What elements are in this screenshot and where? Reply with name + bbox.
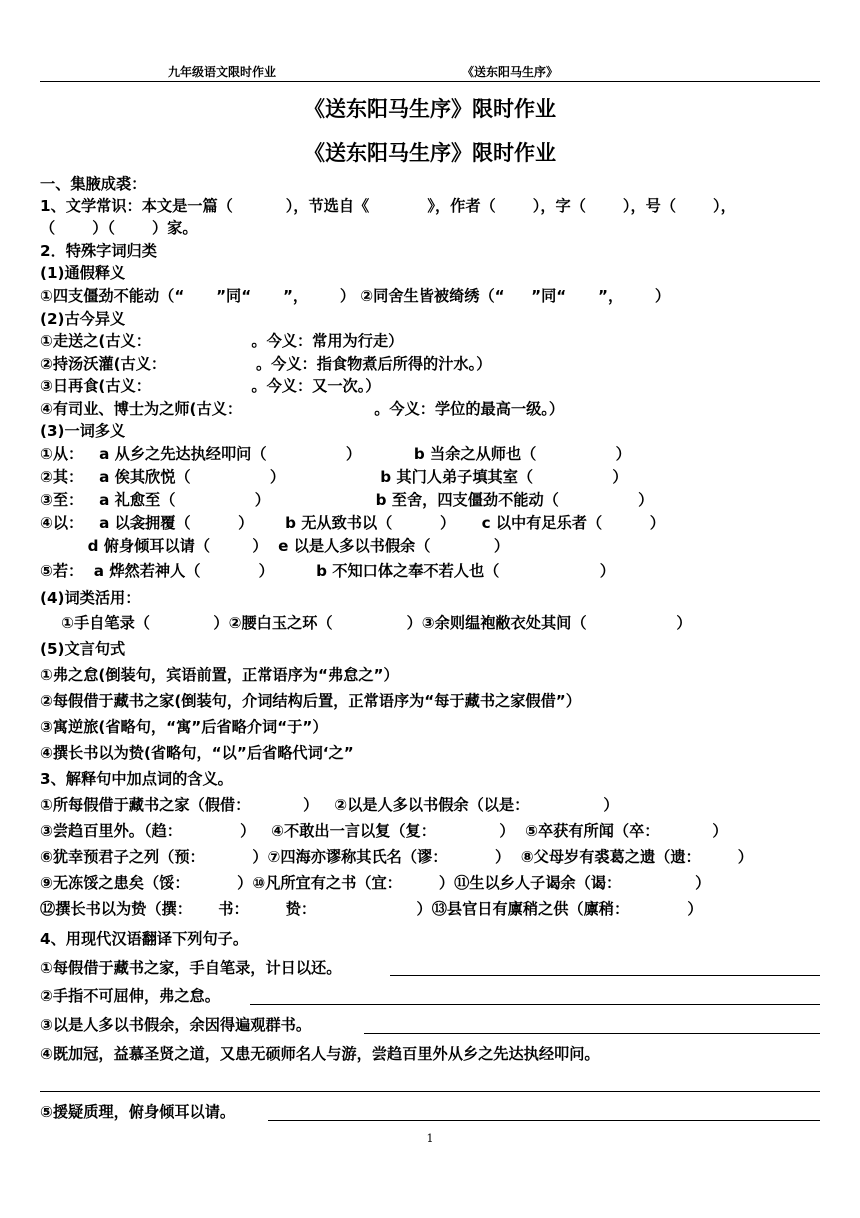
polysemy-zhi: ③至： a 礼愈至（ ） b 至舍，四支僵劲不能动（ ） — [40, 491, 654, 509]
special-words-heading: 2．特殊字词归类 — [40, 242, 157, 260]
explain-row-2: ③尝趋百里外。（趋： ） ④不敢出一言以复（复： ） ⑤卒获有所闻（卒： ） — [40, 822, 728, 840]
word-class-heading: (4)词类活用： — [40, 589, 141, 607]
polysemy-yi-row-2: d 俯身倾耳以请（ ） e 以是人多以书假余（ ） — [40, 537, 510, 555]
polysemy-heading: (3)一词多义 — [40, 422, 126, 440]
sentence-pattern-3: ③寓逆旅(省略句，“寓”后省略介词“于”） — [40, 718, 328, 736]
answer-line-1[interactable] — [390, 975, 820, 976]
translate-item-2: ②手指不可屈伸，弗之怠。 — [40, 987, 220, 1005]
polysemy-qi: ②其： a 俟其欣悦（ ） b 其门人弟子填其室（ ） — [40, 468, 628, 486]
polysemy-cong: ①从： a 从乡之先达执经叩问（ ） b 当余之从师也（ ） — [40, 445, 631, 463]
explain-row-3: ⑥犹幸预君子之列（预： ）⑦四海亦谬称其氏名（谬： ） ⑧父母岁有裘葛之遗（遗： ） — [40, 848, 753, 866]
page-title-repeat: 《送东阳马生序》限时作业 — [304, 141, 556, 165]
header-right-text: 《送东阳马生序》 — [462, 65, 559, 79]
tongjia-heading: (1)通假释义 — [40, 264, 126, 282]
page-number: 1 — [426, 1132, 434, 1145]
answer-line-2[interactable] — [250, 1004, 820, 1005]
header-divider — [40, 81, 820, 82]
answer-line-3[interactable] — [364, 1033, 820, 1034]
sentence-pattern-4: ④撰长书以为贽(省略句，“以”后省略代词‘之” — [40, 744, 354, 762]
explain-row-4: ⑨无冻馁之患矣（馁： ）⑩凡所宜有之书（宜： ）⑪生以乡人子谒余（谒： ） — [40, 874, 711, 892]
translate-item-3: ③以是人多以书假余，余因得遍观群书。 — [40, 1016, 312, 1034]
sentence-pattern-2: ②每假借于藏书之家(倒装句，介词结构后置，正常语序为“每于藏书之家假借”） — [40, 692, 581, 710]
polysemy-yi-row-1: ④以： a 以衾拥覆（ ） b 无从致书以（ ） c 以中有足乐者（ ） — [40, 514, 665, 532]
translate-item-5: ⑤援疑质理，俯身倾耳以请。 — [40, 1103, 236, 1121]
section-1-heading: 一、集腋成裘： — [40, 175, 147, 193]
sentence-patterns-heading: (5)文言句式 — [40, 640, 126, 658]
header-left-text: 九年级语文限时作业 — [168, 65, 277, 79]
gujin-item-4: ④有司业、博士为之师(古义： 。今义：学位的最高一级。） — [40, 400, 565, 418]
translate-item-4: ④既加冠，益慕圣贤之道，又患无硕师名人与游，尝趋百里外从乡之先达执经叩问。 — [40, 1045, 600, 1063]
gujin-item-3: ③日再食(古义： 。今义：又一次。） — [40, 377, 381, 395]
word-class-items: ①手自笔录（ ）②腰白玉之环（ ）③余则缊袍敝衣处其间（ ） — [40, 614, 692, 632]
tongjia-line: ①四支僵劲不能动（“ ”同“ ”， ） ②同舍生皆被绮绣（“ ”同“ ”， ） — [40, 287, 671, 305]
gujin-item-2: ②持汤沃灌(古义： 。今义：指食物煮后所得的汁水。） — [40, 355, 492, 373]
sentence-pattern-1: ①弗之怠(倒装句，宾语前置，正常语序为“弗怠之”） — [40, 666, 399, 684]
gujin-item-1: ①走送之(古义： 。今义：常用为行走） — [40, 332, 404, 350]
translate-item-1: ①每假借于藏书之家，手自笔录，计日以还。 — [40, 959, 342, 977]
literature-knowledge-continued: （ ）（ ）家。 — [40, 219, 198, 237]
gujin-heading: (2)古今异义 — [40, 310, 126, 328]
page-title: 《送东阳马生序》限时作业 — [304, 97, 556, 121]
section-4-heading: 4、用现代汉语翻译下列句子。 — [40, 930, 249, 948]
explain-row-5: ⑫撰长书以为贽（撰： 书： 贽： ）⑬县官日有廪稍之供（廪稍： ） — [40, 900, 703, 918]
polysemy-ruo: ⑤若： a 烨然若神人（ ） b 不知口体之奉不若人也（ ） — [40, 562, 615, 580]
answer-line-4[interactable] — [40, 1091, 820, 1092]
explain-row-1: ①所每假借于藏书之家（假借： ） ②以是人多以书假余（以是： ） — [40, 796, 619, 814]
answer-line-5[interactable] — [268, 1120, 820, 1121]
literature-knowledge-line: 1、文学常识：本文是一篇（ ），节选自《 》，作者（ ），字（ ），号（ ）， — [40, 197, 736, 215]
section-3-heading: 3、解释句中加点词的含义。 — [40, 770, 233, 788]
